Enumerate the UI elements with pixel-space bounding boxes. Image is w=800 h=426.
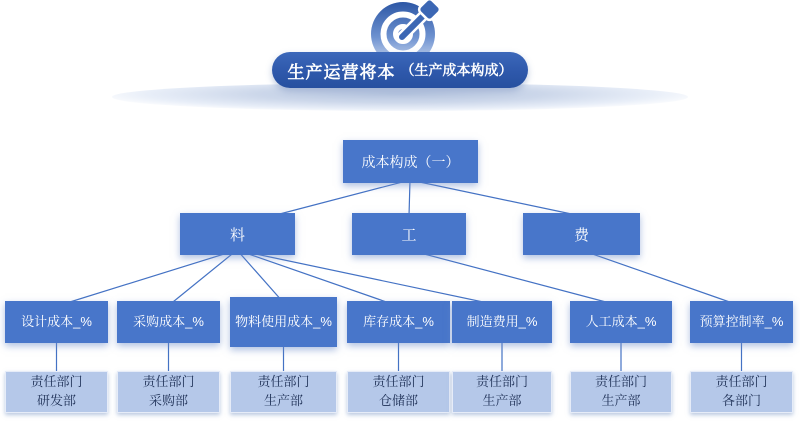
diagram-title-sub: （生产成本构成） — [400, 62, 513, 78]
dept-name: 仓储部 — [378, 393, 418, 408]
node-metric-material-usage-cost — [230, 297, 337, 347]
node-metric-label: 物料使用成本_% — [235, 313, 332, 329]
node-metric-label: 库存成本_% — [363, 313, 434, 329]
diagram-title-pill — [272, 52, 528, 88]
dept-name: 生产部 — [482, 393, 522, 408]
dept-name: 采购部 — [148, 393, 188, 408]
dept-title: 责任部门 — [475, 374, 528, 390]
dept-title: 责任部门 — [594, 374, 647, 390]
node-metric-label: 预算控制率_% — [699, 313, 784, 329]
node-metric-label: 人工成本_% — [585, 313, 657, 329]
dept-name: 各部门 — [721, 393, 761, 408]
node-category-expense — [523, 213, 640, 255]
node-metric-budget-control-rate — [690, 301, 793, 343]
dept-name: 研发部 — [36, 393, 76, 408]
dept-title: 责任部门 — [142, 374, 195, 390]
node-root-cost-composition — [343, 140, 478, 183]
dept-title: 责任部门 — [372, 374, 425, 390]
node-root-label: 成本构成（一） — [361, 153, 460, 170]
node-metric-label: 设计成本_% — [21, 313, 92, 329]
node-metric-design-cost — [5, 301, 108, 343]
node-category-label: 工 — [401, 226, 417, 244]
node-metric-inventory-cost — [347, 301, 450, 343]
node-category-label: 料 — [229, 226, 245, 244]
node-metric-label: 采购成本_% — [133, 313, 204, 329]
node-category-labor — [352, 213, 466, 255]
dept-node-warehouse — [347, 371, 450, 413]
node-metric-purchase-cost — [117, 301, 220, 343]
node-category-label: 费 — [573, 226, 589, 244]
node-metric-labor-cost — [570, 301, 672, 343]
node-metric-label: 制造费用_% — [466, 313, 538, 329]
dept-node-all-departments — [690, 371, 793, 413]
dept-title: 责任部门 — [715, 374, 768, 390]
dept-node-production-2 — [452, 371, 552, 413]
node-metric-manufacturing-overhead — [452, 301, 552, 343]
dept-name: 生产部 — [601, 393, 641, 408]
node-category-material — [180, 213, 295, 255]
dept-node-production-3 — [570, 371, 672, 413]
dept-name: 生产部 — [263, 393, 303, 408]
dept-node-purchasing — [117, 371, 220, 413]
dept-node-rd — [5, 371, 108, 413]
diagram-title-main: 生产运营将本 — [287, 62, 396, 82]
dept-node-production-1 — [230, 371, 337, 413]
dept-title: 责任部门 — [257, 374, 310, 390]
dept-title: 责任部门 — [30, 374, 83, 390]
